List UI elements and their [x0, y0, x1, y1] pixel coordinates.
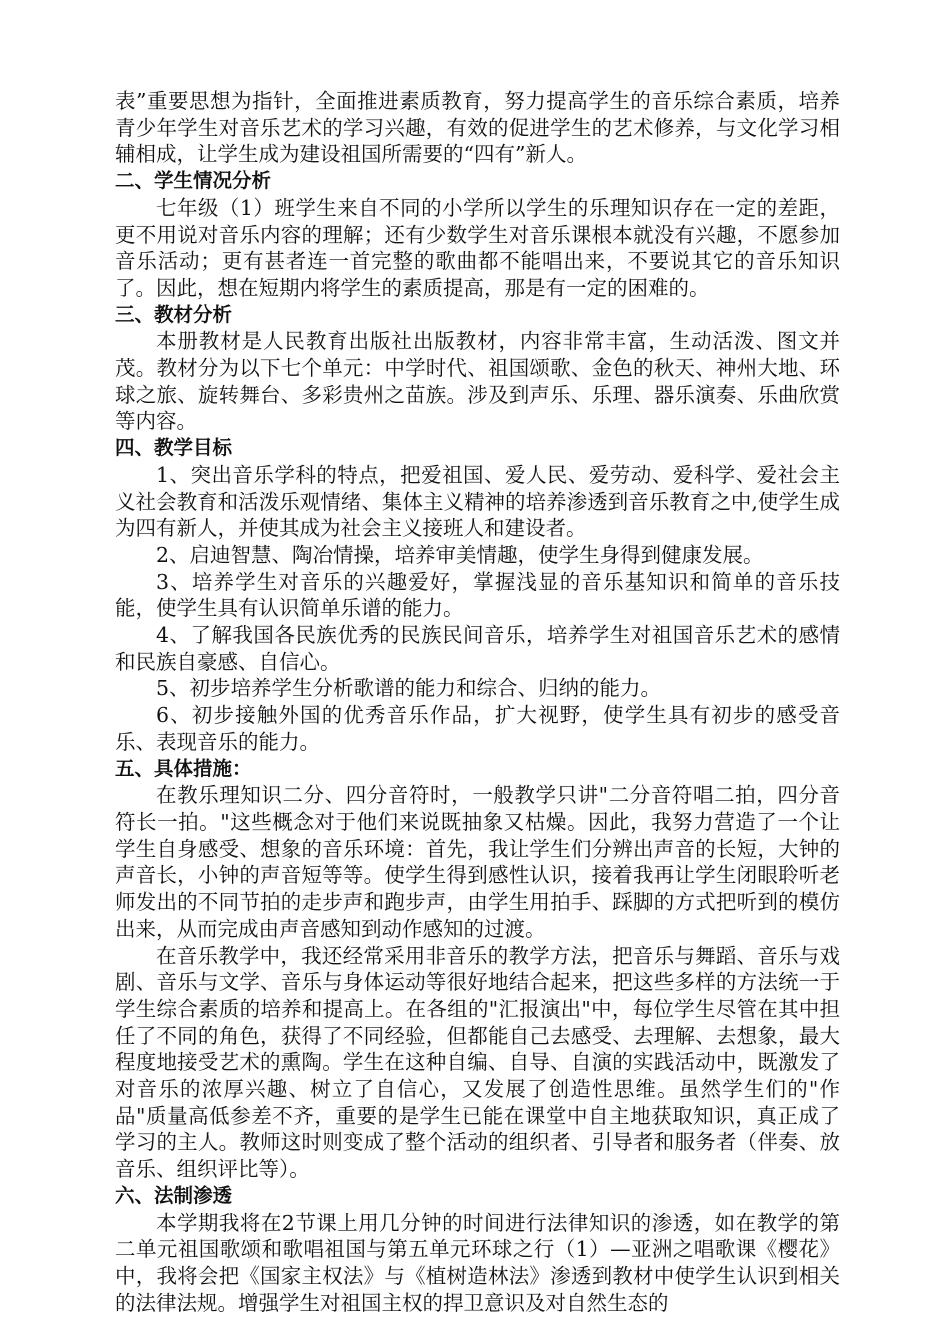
- goal-item: 1、突出音乐学科的特点，把爱祖国、爱人民、爱劳动、爱科学、爱社会主义社会教育和活泼乐观情绪、集体主义精神的培养渗透到音乐教育之中,使学生成为四有新人，并使其成为社会主义接班人和建设者。: [115, 462, 840, 541]
- goal-item: 5、初步培养学生分析歌谱的能力和综合、归纳的能力。: [156, 676, 662, 701]
- goal-item: 6、初步接触外国的优秀音乐作品，扩大视野，使学生具有初步的感受音乐、表现音乐的能力。: [115, 703, 840, 754]
- section-heading: 五、具体措施：: [115, 756, 252, 780]
- section-paragraph: 七年级（1）班学生来自不同的小学所以学生的乐理知识存在一定的差距，更不用说对音乐内容的理解；还有少数学生对音乐课根本就没有兴趣，不愿参加音乐活动；更有甚者连一首完整的歌曲都不能唱出来，不要说其它的音乐知识了。因此，想在短期内将学生的素质提高，那是有一定的困难的。: [115, 195, 840, 300]
- section-student-analysis: [115, 168, 840, 302]
- goal-item: 4、了解我国各民族优秀的民族民间音乐，培养学生对祖国音乐艺术的感情和民族自豪感、自信心。: [115, 623, 840, 674]
- section-textbook-analysis: [115, 302, 840, 436]
- goal-item: 2、启迪智慧、陶冶情操，培养审美情趣，使学生身得到健康发展。: [156, 542, 764, 567]
- section-measures: [115, 756, 840, 1183]
- section-legal-education: [115, 1183, 840, 1317]
- section-paragraph: 本册教材是人民教育出版社出版教材，内容非常丰富，生动活泼、图文并茂。教材分为以下七个单元：中学时代、祖国颂歌、金色的秋天、神州大地、环球之旅、旋转舞台、多彩贵州之苗族。涉及到声乐、乐理、器乐演奏、乐曲欣赏等内容。: [115, 329, 840, 434]
- goal-item: 3、培养学生对音乐的兴趣爱好，掌握浅显的音乐基知识和简单的音乐技能，使学生具有认识简单乐谱的能力。: [115, 569, 840, 621]
- section-heading: 三、教材分析: [115, 302, 233, 326]
- section-paragraph: 在音乐教学中，我还经常采用非音乐的教学方法，把音乐与舞蹈、音乐与戏剧、音乐与文学、音乐与身体运动等很好地结合起来，把这些多样的方法统一于学生综合素质的培养和提高上。在各组的"汇报演出"中，每位学生尽管在其中担任了不同的角色，获得了不同经验，但都能自己去感受、去理解、去想象，最大程度地接受艺术的熏陶。学生在这种自编、自导、自演的实践活动中，既激发了对音乐的浓厚兴趣、树立了自信心，又发展了创造性思维。虽然学生们的"作品"质量高低参差不齐，重要的是学生已能在课堂中自主地获取知识，真正成了学习的主人。教师这时则变成了整个活动的组织者、引导者和服务者（伴奏、放音乐、组织评比等）。: [115, 943, 840, 1182]
- section-teaching-goals: [115, 435, 840, 755]
- section-paragraph: 本学期我将在2节课上用几分钟的时间进行法律知识的渗透，如在教学的第二单元祖国歌颂和歌唱祖国与第五单元环球之行（1）—亚洲之唱歌课《樱花》中，我将会把《国家主权法》与《植树造林法》渗透到教材中使学生认识到相关的法律法规。增强学生对祖国主权的捍卫意识及对自然生态的: [115, 1210, 840, 1315]
- section-heading: 二、学生情况分析: [115, 169, 272, 193]
- section-heading: 六、法制渗透: [115, 1183, 233, 1207]
- intro-paragraph: 表”重要思想为指针，全面推进素质教育，努力提高学生的音乐综合素质，培养青少年学生对音乐艺术的学习兴趣，有效的促进学生的艺术修养，与文化学习相辅相成，让学生成为建设祖国所需要的“四有”新人。: [115, 89, 840, 167]
- section-paragraph: 在教乐理知识二分、四分音符时，一般教学只讲"二分音符唱二拍，四分音符长一拍。"这些概念对于他们来说既抽象又枯燥。因此，我努力营造了一个让学生自身感受、想象的音乐环境：首先，我让学生们分辨出声音的长短，大钟的声音长，小钟的声音短等等。使学生得到感性认识，接着我再让学生闭眼聆听老师发出的不同节拍的走步声和跑步声，由学生用拍手、踩脚的方式把听到的模仿出来，从而完成由声音感知到动作感知的过渡。: [115, 783, 840, 941]
- section-heading: 四、教学目标: [115, 436, 233, 460]
- document-page: [115, 88, 840, 1316]
